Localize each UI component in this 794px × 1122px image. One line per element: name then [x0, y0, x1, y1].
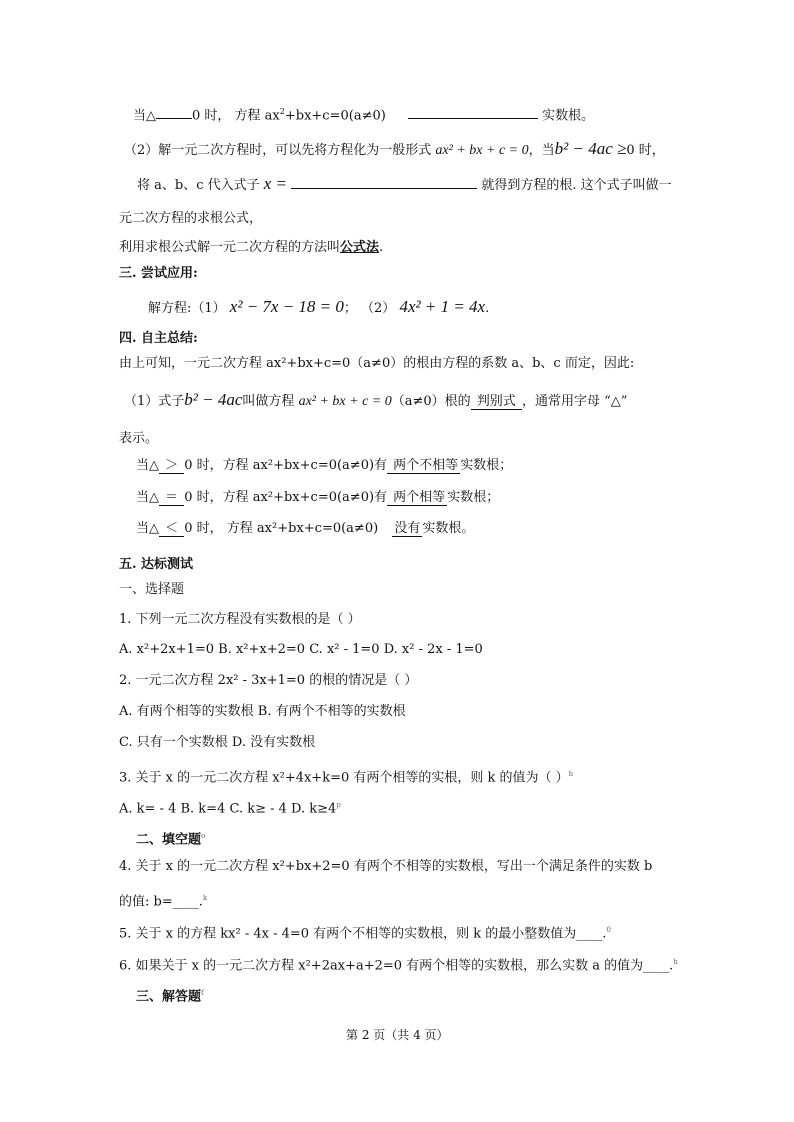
heading-summary: 四. 自主总结:: [119, 331, 198, 346]
stray-mark: o: [201, 832, 206, 840]
stray-mark: h: [673, 958, 678, 966]
discriminant: b² − 4ac ≥: [554, 139, 627, 158]
question-3: [119, 764, 573, 788]
discriminant: b² − 4ac: [184, 390, 243, 409]
question-4: 4. 关于 x 的一元二次方程 x²+bx+2=0 有两个不相等的实数根，写出一个满足条件的实数 b: [119, 859, 653, 874]
formula-blank: [291, 174, 477, 189]
text: 实数根。: [542, 108, 595, 124]
question-1: 1. 下列一元二次方程没有实数根的是（ ）: [119, 612, 361, 627]
answer-blank: ＝: [161, 490, 183, 505]
text: （a≠0）根的: [391, 394, 471, 409]
question-3-options: [119, 795, 341, 819]
answer-blank: 判别式: [472, 394, 520, 409]
blank-1: [156, 104, 192, 119]
text: .: [485, 301, 490, 316]
text: 当△: [136, 521, 159, 536]
answer-blank: 两个不相等: [389, 458, 459, 473]
text: 0 时， 方程 ax²+bx+c=0(a≠0): [184, 521, 379, 536]
line-3: [137, 174, 672, 196]
text: .: [379, 240, 384, 255]
text: 3. 关于 x 的一元二次方程 x²+4x+k=0 有两个相等的实根，则 k 的值为（ ）: [119, 770, 569, 786]
line-10: [136, 456, 512, 476]
text: 6. 如果关于 x 的一元二次方程 x²+2ax+a+2=0 有两个相等的实数根，那么实数 a 的值为____.: [119, 958, 674, 974]
text: 实数根；: [460, 458, 513, 473]
text: 解方程:（1）: [148, 301, 226, 316]
general-form: ax² + bx + c = 0: [298, 394, 392, 409]
text: 实数根。: [422, 521, 475, 536]
text: 二、填空题: [136, 832, 202, 848]
section-answer: [136, 983, 204, 1007]
question-2-options-ab: A. 有两个相等的实数根 B. 有两个不相等的实数根: [119, 704, 406, 719]
equation-1: x² − 7x − 18 = 0: [229, 297, 344, 316]
text: ； （2）: [343, 301, 396, 316]
text: 利用求根公式解一元二次方程的方法叫: [119, 240, 341, 255]
stray-mark: 0: [606, 926, 611, 934]
line-1: 当△ 0 时， 方程 $ax^2+bx+c=0(a\ne 0)$ 实数根。: [133, 102, 594, 126]
x-equals: x =: [263, 174, 288, 193]
text: 的值: b=____.: [119, 894, 203, 910]
line-9: 表示。: [119, 431, 159, 446]
answer-blank: 没有: [394, 521, 421, 536]
blank-2: [408, 104, 538, 119]
section-fill: [136, 826, 205, 850]
general-form: ax² + bx + c = 0: [435, 143, 529, 158]
question-5: [119, 920, 611, 944]
text: 0 时，: [626, 143, 665, 158]
text: （1）式子: [124, 394, 185, 409]
text: +bx+c=0(a≠0): [284, 108, 386, 124]
answer-blank: ＜: [161, 521, 183, 536]
text: 实数根；: [447, 490, 500, 505]
equation-2: 4x² + 1 = 4x: [399, 297, 486, 316]
text: （2）解一元二次方程时，可以先将方程化为一般形式: [124, 143, 432, 158]
question-4-cont: [119, 888, 207, 912]
text: 叫做方程: [242, 394, 295, 409]
text: 当△: [136, 490, 159, 505]
line-6: [148, 297, 489, 319]
text: 0 时，方程 ax²+bx+c=0(a≠0)有: [184, 458, 388, 473]
question-1-options: A. x²+2x+1=0 B. x²+x+2=0 C. x² - 1=0 D. x² - 2x - 1=0: [119, 642, 483, 657]
line-12: [136, 519, 474, 539]
text: ，当: [528, 143, 555, 158]
text: ，通常用字母 “△”: [521, 394, 628, 409]
text: 5. 关于 x 的方程 kx² - 4x - 4=0 有两个不相等的实数根，则 k 的最小整数值为____.: [119, 926, 607, 942]
text: 当△: [136, 458, 159, 473]
text: 将 a、b、c 代入式子: [137, 178, 260, 193]
answer-blank: 两个相等: [389, 490, 446, 505]
section-choice: 一、选择题: [119, 582, 185, 597]
line-5: [119, 238, 383, 258]
line-4: 元二次方程的求根公式，: [119, 211, 263, 226]
formula-method: 公式法: [340, 240, 380, 255]
heading-try-apply: 三. 尝试应用:: [119, 266, 198, 281]
line-11: [136, 488, 499, 508]
text: A. k= - 4 B. k=4 C. k≥ - 4 D. k≥4: [119, 801, 337, 817]
stray-mark: p: [336, 801, 341, 809]
line-8: [124, 390, 627, 412]
stray-mark: f: [201, 989, 204, 997]
line-7: 由上可知，一元二次方程 ax²+bx+c=0（a≠0）的根由方程的系数 a、b、c 而定，因此:: [119, 356, 635, 371]
stray-mark: h: [568, 770, 574, 778]
text: 0 时，方程 ax²+bx+c=0(a≠0)有: [184, 490, 388, 505]
text: 三、解答题: [136, 989, 202, 1005]
stray-mark: k: [202, 894, 208, 902]
question-2-options-cd: C. 只有一个实数根 D. 没有实数根: [119, 735, 316, 750]
heading-test: 五. 达标测试: [119, 557, 194, 572]
answer-blank: ＞: [161, 458, 183, 473]
text: 就得到方程的根. 这个式子叫做一: [481, 178, 672, 193]
text: 当△: [133, 108, 156, 124]
question-2: 2. 一元二次方程 2x² - 3x+1=0 的根的情况是（ ）: [119, 673, 418, 688]
page-footer: 第 2 页（共 4 页）: [346, 1028, 449, 1042]
question-6: [119, 952, 678, 976]
line-2: [124, 139, 665, 161]
text: 0 时， 方程 ax: [192, 108, 280, 124]
